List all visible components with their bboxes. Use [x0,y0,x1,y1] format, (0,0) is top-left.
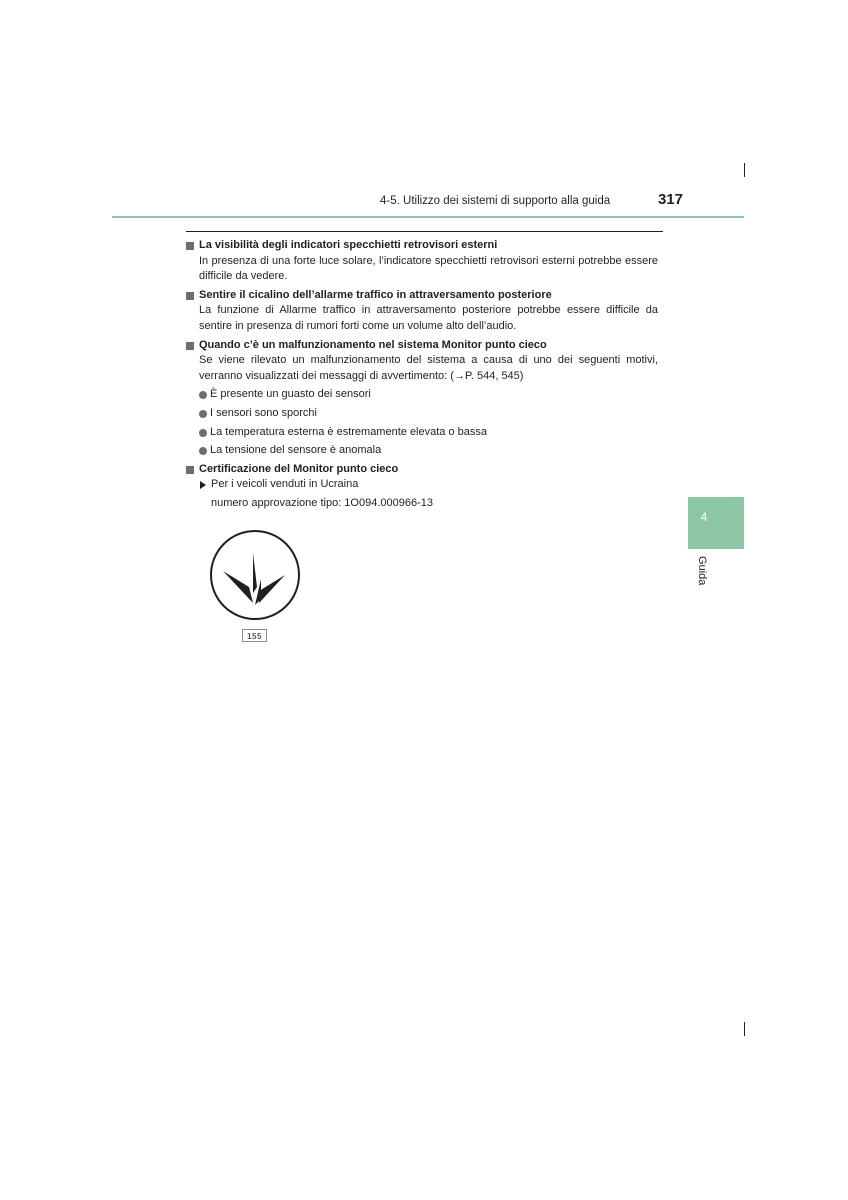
page-content [186,238,658,512]
round-bullet-icon [199,447,207,455]
chapter-number: 4 [700,510,708,524]
section-text: In presenza di una forte luce solare, l’indicatore specchietti retrovisori esterni potrebbe essere difficile da vedere. [199,254,658,283]
triangle-bullet-icon [200,481,206,489]
list-item: La tensione del sensore è anomala [199,443,658,459]
square-bullet-icon [186,342,194,350]
section-heading: Certificazione del Monitor punto cieco [186,462,658,478]
section-text: La funzione di Allarme traffico in attraversamento posteriore potrebbe essere difficile da sentire in presenza di rumori forti come un volume alto dell’audio. [199,304,658,332]
square-bullet-icon [186,242,194,250]
header-rule [112,216,744,218]
round-bullet-icon [199,410,207,418]
square-bullet-icon [186,466,194,474]
certification-code-box: 155 [242,629,267,642]
page-number: 317 [657,191,683,208]
crop-mark-bottom [744,1022,745,1036]
section-certification [186,462,658,512]
section-text: Se viene rilevato un malfunzionamento del sistema a causa di uno dei seguenti motivi, verranno visualizzati dei messaggi di avvertimento: (→P. 544, 545) [199,354,658,382]
chapter-label: Guida [696,556,708,586]
approval-number: numero approvazione tipo: 1O094.000966-13 [211,496,433,509]
section-heading: Sentire il cicalino dell’allarme traffico in attraversamento posteriore [186,288,658,304]
list-item: È presente un guasto dei sensori [199,387,658,403]
arrow-list-item: Per i veicoli venduti in Ucraina [199,477,658,493]
section-malfunction [186,338,658,459]
section-heading: Quando c’è un malfunzionamento nel sistema Monitor punto cieco [186,338,658,354]
square-bullet-icon [186,292,194,300]
page-header-title: 4-5. Utilizzo dei sistemi di supporto alla guida [380,195,611,207]
content-rule [186,231,663,232]
section-buzzer [186,288,658,335]
section-heading: La visibilità degli indicatori specchietti retrovisori esterni [186,238,658,254]
round-bullet-icon [199,391,207,399]
crop-mark-top [744,163,745,177]
chapter-tab [688,497,744,549]
section-visibility [186,238,658,285]
list-item: I sensori sono sporchi [199,406,658,422]
list-item: La temperatura esterna è estremamente elevata o bassa [199,425,658,441]
round-bullet-icon [199,429,207,437]
ukrainian-certification-mark-icon [209,529,301,621]
